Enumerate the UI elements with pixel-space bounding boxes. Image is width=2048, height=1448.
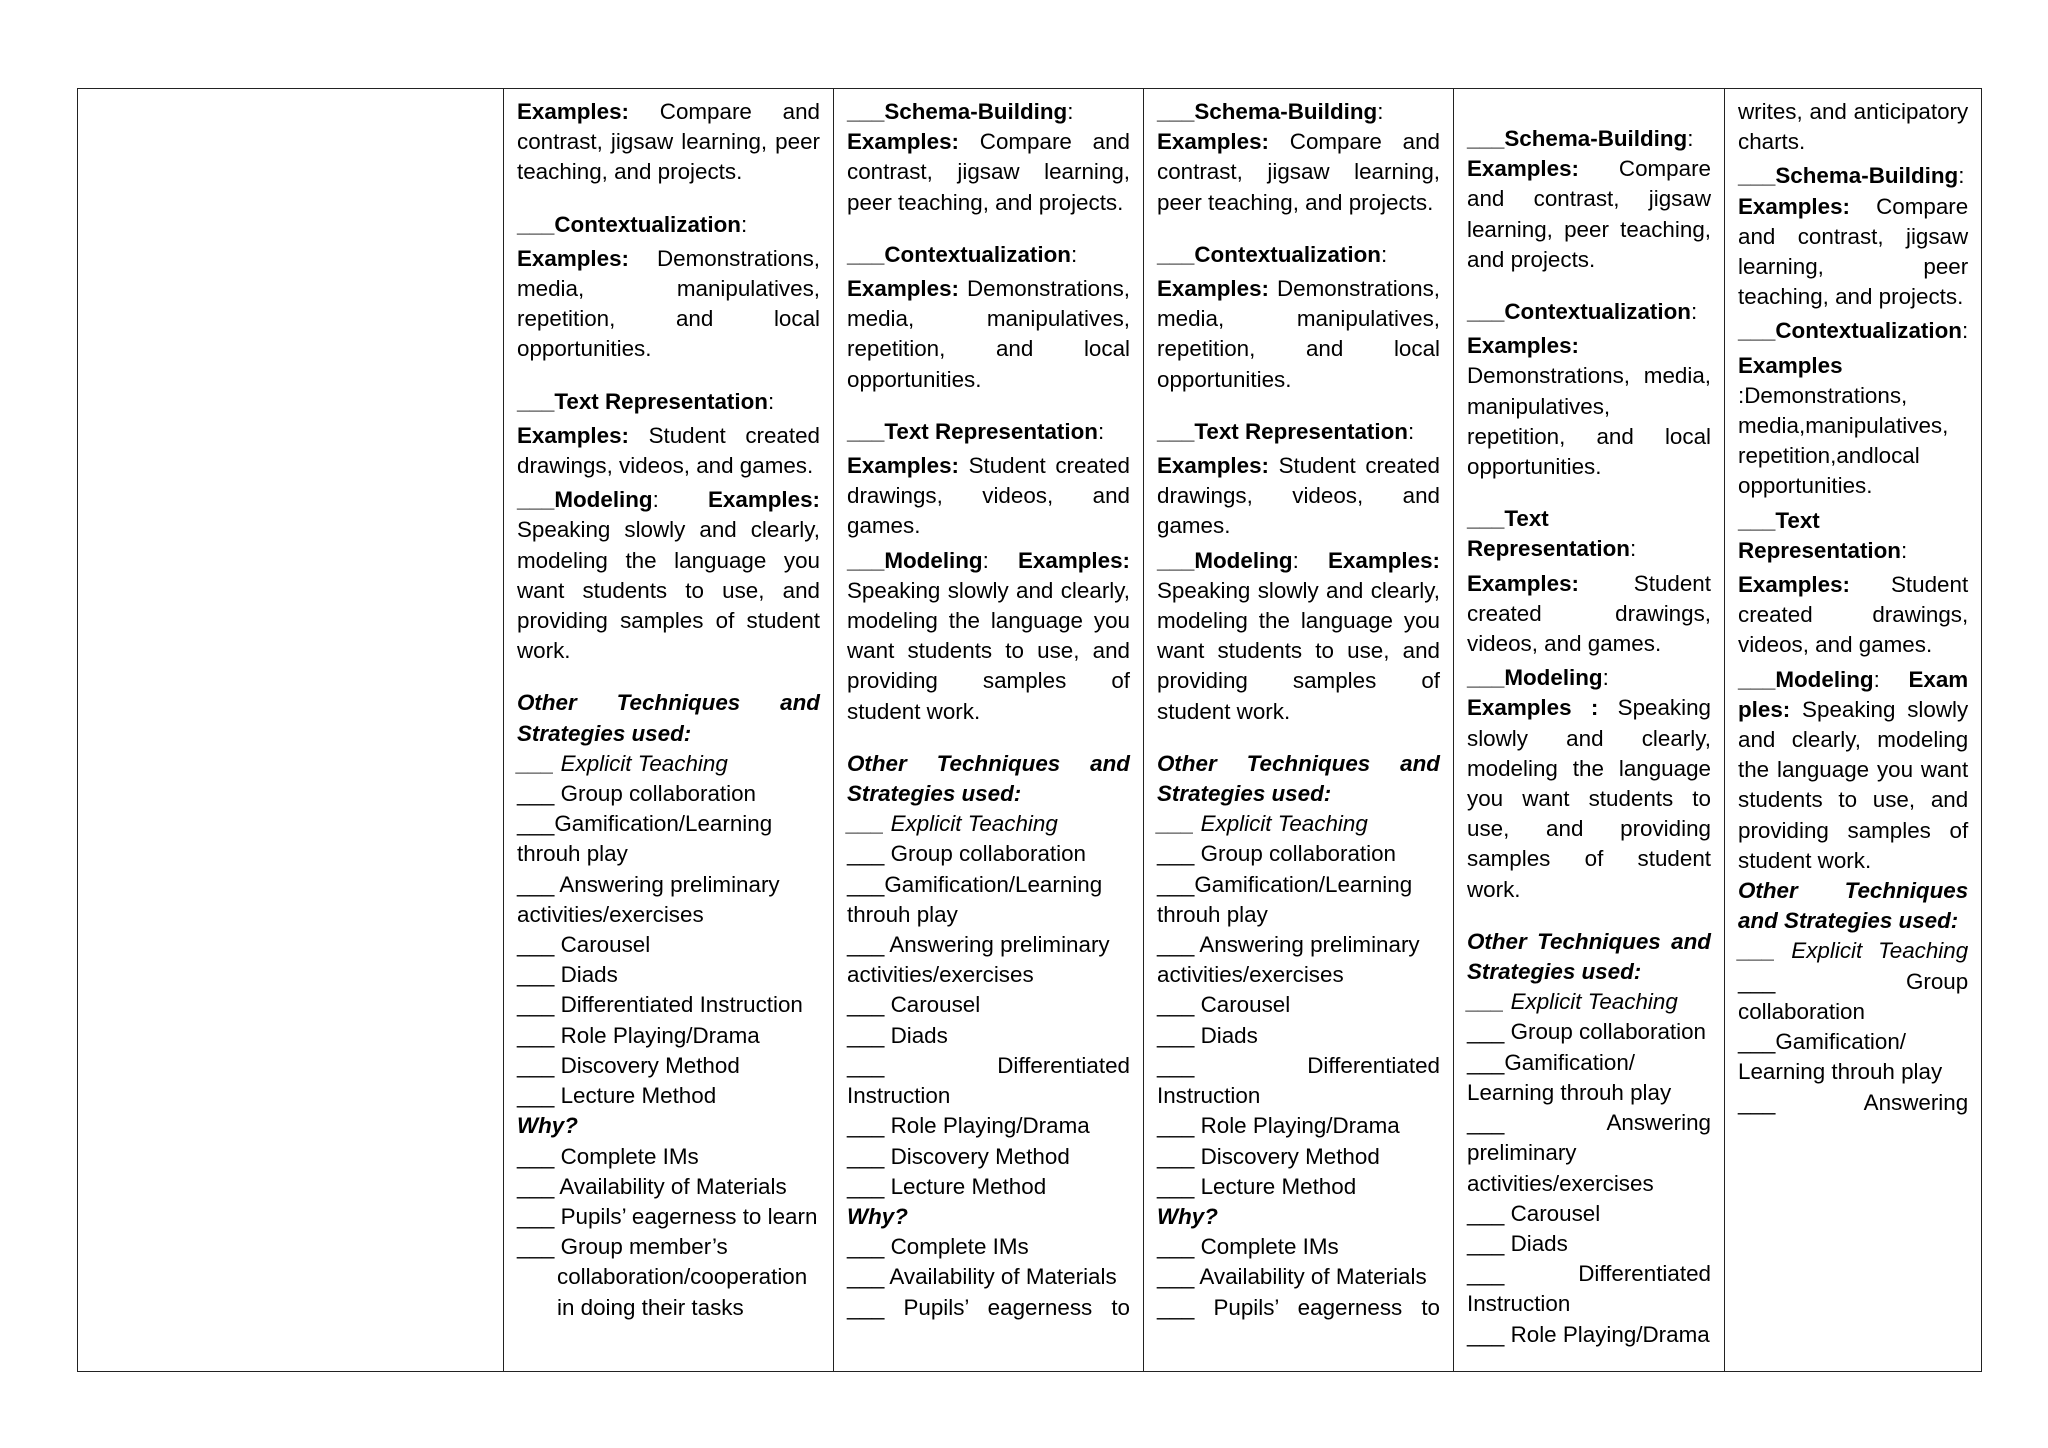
checklist-item: ___ Group collaboration bbox=[1467, 1019, 1706, 1045]
checklist-item: ___ Group collaboration bbox=[517, 781, 756, 807]
examples-label: Examples: bbox=[847, 129, 960, 155]
strategy-heading: ___Schema-Building: bbox=[1467, 126, 1694, 151]
column-cell-3 bbox=[834, 89, 1144, 1372]
strategy-paragraph: ___Modeling: Examples: Speaking slowly and clearly, modeling the language you want students to use, and providing samples of student work. bbox=[1157, 547, 1440, 724]
strategy-name: ___Contextualization bbox=[1738, 318, 1962, 344]
checklist-item: ___Gamification/ Learning throuh play bbox=[1738, 1029, 1943, 1085]
checklist-item: ___ Pupils’ eagerness to learn bbox=[517, 1203, 818, 1229]
checklist-item: ___ Role Playing/Drama bbox=[847, 1113, 1090, 1139]
strategy-heading: ___Text Representation: bbox=[847, 418, 1105, 444]
strategy-name: ___Text Representation bbox=[1738, 507, 1901, 563]
examples-text: Student created drawings, videos, and games. bbox=[1738, 572, 1969, 658]
examples-text: Compare and contrast, jigsaw learning, peer teaching, and projects. bbox=[1467, 156, 1711, 272]
examples-text: Student created drawings, videos, and games. bbox=[1467, 570, 1711, 657]
strategy-paragraph: ___Modeling: Exam ples: Speaking slowly and clearly, modeling the language you want students to use, and providing samples of student work. bbox=[1738, 666, 1969, 873]
checklist-item: ___ Answering preliminary activities/exercises bbox=[847, 932, 1110, 988]
examples-label: Examples: bbox=[1157, 276, 1270, 302]
checklist-item: ___Gamification/Learning throuh play bbox=[1157, 871, 1413, 927]
strategy-name: ___Contextualization bbox=[1467, 299, 1691, 325]
spacer bbox=[1467, 97, 1711, 124]
examples-text: Speaking slowly and clearly, modeling the language you want students to use, and providing samples of student work. bbox=[847, 577, 1130, 724]
examples-label: Examples: bbox=[1467, 333, 1580, 359]
checklist-item: ___ Group collaboration bbox=[847, 841, 1086, 867]
examples-paragraph bbox=[517, 421, 820, 481]
cell-content bbox=[1467, 97, 1711, 1350]
examples-label: Examples: bbox=[1017, 547, 1130, 573]
strategy-name: ___Modeling bbox=[517, 487, 653, 513]
lesson-plan-table bbox=[77, 88, 1982, 1372]
strategy-heading: ___Text Representation: bbox=[517, 388, 775, 414]
spacer bbox=[517, 188, 820, 210]
strategy-heading: ___Text Representation: bbox=[1738, 507, 1908, 563]
examples-text: Demonstrations, media, manipulatives, repetition, and local opportunities. bbox=[847, 276, 1130, 392]
strategy-name: ___Modeling bbox=[1157, 547, 1293, 573]
checklist-item: ___ Explicit Teaching bbox=[1157, 811, 1368, 837]
checklist-item: ___ Lecture Method bbox=[517, 1083, 717, 1109]
strategy-name: ___Modeling bbox=[1738, 666, 1874, 692]
checklist-item: ___ Explicit Teaching bbox=[517, 750, 728, 776]
spacer bbox=[517, 666, 820, 688]
section-heading: Why? bbox=[847, 1203, 908, 1229]
strategy-name: ___Contextualization bbox=[517, 211, 741, 237]
examples-label: Examples: bbox=[1157, 129, 1270, 155]
spacer bbox=[517, 365, 820, 387]
section-heading: Other Techniques and Strategies used: bbox=[1157, 750, 1440, 807]
table-row bbox=[78, 89, 1982, 1372]
spacer bbox=[847, 727, 1130, 749]
checklist-item: ___ Differentiated Instruction bbox=[1467, 1261, 1711, 1317]
examples-label: Examples: bbox=[517, 245, 630, 271]
strategy-name: ___Modeling bbox=[847, 547, 983, 573]
examples-text: Compare and contrast, jigsaw learning, peer teaching, and projects. bbox=[847, 129, 1130, 215]
checklist-item: ___ Complete IMs bbox=[517, 1143, 699, 1169]
checklist-item: ___Gamification/Learning throuh play bbox=[847, 871, 1103, 927]
section-heading: Other Techniques and Strategies used: bbox=[1467, 928, 1711, 985]
section-heading: Why? bbox=[1157, 1203, 1218, 1229]
examples-text: :Demonstrations, media,manipulatives, repetition,andlocal opportunities. bbox=[1738, 382, 1949, 499]
column-cell-4 bbox=[1144, 89, 1454, 1372]
examples-paragraph bbox=[517, 244, 820, 365]
checklist-item: ___ Complete IMs bbox=[847, 1234, 1029, 1260]
cell-content bbox=[847, 97, 1130, 1323]
strategy-name: ___Modeling bbox=[1467, 665, 1603, 691]
checklist-item: ___ Carousel bbox=[847, 992, 981, 1018]
strategy-name: ___Schema-Building bbox=[1157, 99, 1378, 124]
examples-paragraph bbox=[1738, 570, 1968, 661]
checklist-item: ___ Discovery Method bbox=[517, 1052, 740, 1078]
examples-label: Examples: bbox=[1738, 193, 1851, 219]
checklist-item: ___ Discovery Method bbox=[847, 1143, 1070, 1169]
checklist-item: ___ Complete IMs bbox=[1157, 1234, 1339, 1260]
examples-text: Speaking slowly and clearly, modeling the language you want students to use, and providing samples of student work. bbox=[1467, 695, 1712, 902]
cell-content bbox=[517, 97, 820, 1323]
strategy-paragraph: ___Modeling: Examples: Speaking slowly and clearly, modeling the language you want students to use, and providing samples of student work. bbox=[847, 547, 1130, 724]
examples-label: Examples: bbox=[1467, 570, 1580, 596]
examples-text: Compare and contrast, jigsaw learning, peer teaching, and projects. bbox=[1157, 129, 1440, 215]
examples-label: Examples : bbox=[1467, 695, 1599, 721]
strategy-name: ___Schema-Building bbox=[1738, 163, 1959, 189]
checklist-item: ___ Diads bbox=[847, 1022, 948, 1048]
spacer bbox=[847, 218, 1130, 240]
strategy-name: ___Schema-Building bbox=[847, 99, 1068, 124]
strategy-name: ___Contextualization bbox=[847, 241, 1071, 267]
spacer bbox=[1467, 905, 1711, 927]
strategy-heading: ___Text Representation: bbox=[1157, 418, 1415, 444]
strategy-heading: ___Contextualization: bbox=[1157, 241, 1388, 267]
checklist-item: ___ Carousel bbox=[1467, 1200, 1601, 1226]
strategy-name: ___Schema-Building bbox=[1467, 126, 1688, 151]
examples-paragraph bbox=[1467, 154, 1711, 275]
examples-label: Examples: bbox=[517, 422, 630, 448]
checklist-item: ___ Lecture Method bbox=[847, 1173, 1047, 1199]
examples-label: Examples: bbox=[707, 487, 820, 513]
strategy-name: ___Text Representation bbox=[1157, 418, 1408, 444]
strategy-heading: ___Contextualization: bbox=[847, 241, 1078, 267]
checklist-item: ___ Discovery Method bbox=[1157, 1143, 1380, 1169]
spacer bbox=[1157, 395, 1440, 417]
strategy-paragraph: ___Schema-Building: Examples: Compare and contrast, jigsaw learning, peer teaching, and projects. bbox=[1738, 163, 1969, 310]
examples-text: Demonstrations, media, manipulatives, repetition, and local opportunities. bbox=[1467, 363, 1711, 480]
spacer bbox=[847, 395, 1130, 417]
checklist-item: ___ Role Playing/Drama bbox=[1467, 1321, 1710, 1347]
column-cell-2 bbox=[504, 89, 834, 1372]
spacer bbox=[1467, 275, 1711, 297]
examples-paragraph bbox=[1157, 274, 1440, 395]
checklist-item: ___ Explicit Teaching bbox=[1738, 938, 1969, 964]
strategy-heading: ___Schema-Building: bbox=[1157, 99, 1384, 124]
checklist-item-continued: collaboration/cooperation in doing their tasks bbox=[557, 1264, 808, 1320]
checklist-item: ___ Pupils’ eagerness to bbox=[847, 1294, 1130, 1320]
strategy-name: ___Text Representation bbox=[1467, 506, 1630, 562]
examples-text: Student created drawings, videos, and games. bbox=[1157, 453, 1440, 539]
strategy-name: ___Contextualization bbox=[1157, 241, 1381, 267]
checklist-item: ___ Differentiated Instruction bbox=[1157, 1052, 1440, 1109]
strategy-heading: ___Text Representation: bbox=[1467, 506, 1637, 562]
section-heading: Other Techniques and Strategies used: bbox=[847, 750, 1130, 807]
strategy-paragraph: ___Modeling: Examples: Speaking slowly and clearly, modeling the language you want students to use, and providing samples of student work. bbox=[517, 487, 820, 664]
examples-paragraph bbox=[517, 97, 820, 188]
checklist-item: ___ Lecture Method bbox=[1157, 1173, 1357, 1199]
examples-paragraph bbox=[847, 451, 1130, 542]
checklist-item: ___ Availability of Materials bbox=[1157, 1264, 1427, 1290]
spacer bbox=[1157, 727, 1440, 749]
examples-paragraph bbox=[1467, 331, 1711, 482]
checklist-item: ___ Group collaboration bbox=[1738, 968, 1969, 1024]
strategy-name: ___Text Representation bbox=[517, 388, 768, 414]
checklist-item: ___ Availability of Materials bbox=[847, 1264, 1117, 1290]
examples-text: Speaking slowly and clearly, modeling the language you want students to use, and providing samples of student work. bbox=[1157, 577, 1440, 724]
section-heading: Why? bbox=[517, 1113, 578, 1139]
examples-text: Compare and contrast, jigsaw learning, peer teaching, and projects. bbox=[517, 99, 820, 185]
checklist-item: ___ Carousel bbox=[1157, 992, 1291, 1018]
checklist-item: ___ Differentiated Instruction bbox=[847, 1052, 1130, 1109]
checklist-item: ___ Pupils’ eagerness to bbox=[1157, 1294, 1440, 1320]
examples-text: Student created drawings, videos, and games. bbox=[847, 453, 1130, 539]
examples-label: Examples: bbox=[1738, 572, 1851, 598]
column-cell-6 bbox=[1725, 89, 1982, 1372]
examples-label: Examples: bbox=[1467, 156, 1580, 182]
examples-label: Examples: bbox=[847, 276, 960, 302]
text-paragraph: writes, and anticipatory charts. bbox=[1738, 99, 1969, 155]
checklist-item: ___Gamification/ Learning throuh play bbox=[1467, 1049, 1672, 1105]
checklist-item: ___ Diads bbox=[517, 962, 618, 988]
examples-paragraph bbox=[1157, 127, 1440, 218]
checklist-item: ___ Answering bbox=[1738, 1089, 1969, 1115]
examples-paragraph bbox=[1157, 451, 1440, 542]
checklist-item: ___ Answering preliminary activities/exercises bbox=[517, 871, 780, 927]
examples-text: Speaking slowly and clearly, modeling the language you want students to use, and providing samples of student work. bbox=[517, 517, 820, 664]
examples-label: Exam ples: bbox=[1738, 666, 1969, 722]
empty-label-cell bbox=[78, 89, 504, 1372]
checklist-item: ___ Differentiated Instruction bbox=[517, 992, 803, 1018]
strategy-name: ___Text Representation bbox=[847, 418, 1098, 444]
strategy-heading: ___Contextualization: bbox=[1738, 318, 1969, 344]
checklist-item: ___ Role Playing/Drama bbox=[1157, 1113, 1400, 1139]
checklist-item: ___ Carousel bbox=[517, 932, 651, 958]
spacer bbox=[1467, 482, 1711, 504]
strategy-heading: ___Schema-Building: bbox=[847, 99, 1074, 124]
examples-paragraph bbox=[847, 274, 1130, 395]
examples-label: Examples: bbox=[1327, 547, 1440, 573]
examples-paragraph bbox=[1467, 569, 1711, 660]
cell-content bbox=[1738, 97, 1968, 1118]
checklist-item: ___ Group member’s bbox=[517, 1234, 728, 1260]
examples-label: Examples: bbox=[1157, 453, 1270, 479]
strategy-heading: ___Contextualization: bbox=[517, 211, 748, 237]
examples-label: Examples bbox=[1738, 352, 1843, 378]
spacer bbox=[1157, 218, 1440, 240]
examples-text: Student created drawings, videos, and games. bbox=[517, 422, 820, 479]
column-cell-5 bbox=[1454, 89, 1725, 1372]
strategy-heading: ___Contextualization: bbox=[1467, 299, 1698, 325]
checklist-item: ___ Availability of Materials bbox=[517, 1173, 787, 1199]
examples-label: Examples: bbox=[847, 453, 960, 479]
examples-text: Demonstrations, media, manipulatives, repetition, and local opportunities. bbox=[1157, 276, 1440, 392]
checklist-item: ___ Diads bbox=[1157, 1022, 1258, 1048]
examples-label: Examples: bbox=[517, 99, 630, 124]
checklist-item: ___ Group collaboration bbox=[1157, 841, 1396, 867]
checklist-item: ___ Diads bbox=[1467, 1230, 1568, 1256]
strategy-paragraph: ___Modeling: Examples : Speaking slowly and clearly, modeling the language you want students to use, and providing samples of student work. bbox=[1467, 665, 1712, 902]
examples-text: Compare and contrast, jigsaw learning, peer teaching, and projects. bbox=[1738, 193, 1969, 310]
checklist-item: ___ Answering preliminary activities/exercises bbox=[1467, 1110, 1711, 1196]
checklist-item: ___ Answering preliminary activities/exercises bbox=[1157, 932, 1420, 988]
checklist-item: ___ Explicit Teaching bbox=[1467, 989, 1678, 1015]
examples-paragraph bbox=[847, 127, 1130, 218]
cell-content bbox=[1157, 97, 1440, 1323]
examples-paragraph bbox=[1738, 351, 1968, 502]
section-heading: Other Techniques and Strategies used: bbox=[1738, 878, 1969, 934]
examples-text: Speaking slowly and clearly, modeling the language you want students to use, and providing samples of student work. bbox=[1738, 696, 1969, 873]
section-heading: Other Techniques and Strategies used: bbox=[517, 690, 820, 746]
checklist-item: ___Gamification/Learning throuh play bbox=[517, 811, 773, 867]
checklist-item: ___ Role Playing/Drama bbox=[517, 1022, 760, 1048]
examples-text: Demonstrations, media, manipulatives, repetition, and local opportunities. bbox=[517, 245, 820, 362]
checklist-item: ___ Explicit Teaching bbox=[847, 811, 1058, 837]
